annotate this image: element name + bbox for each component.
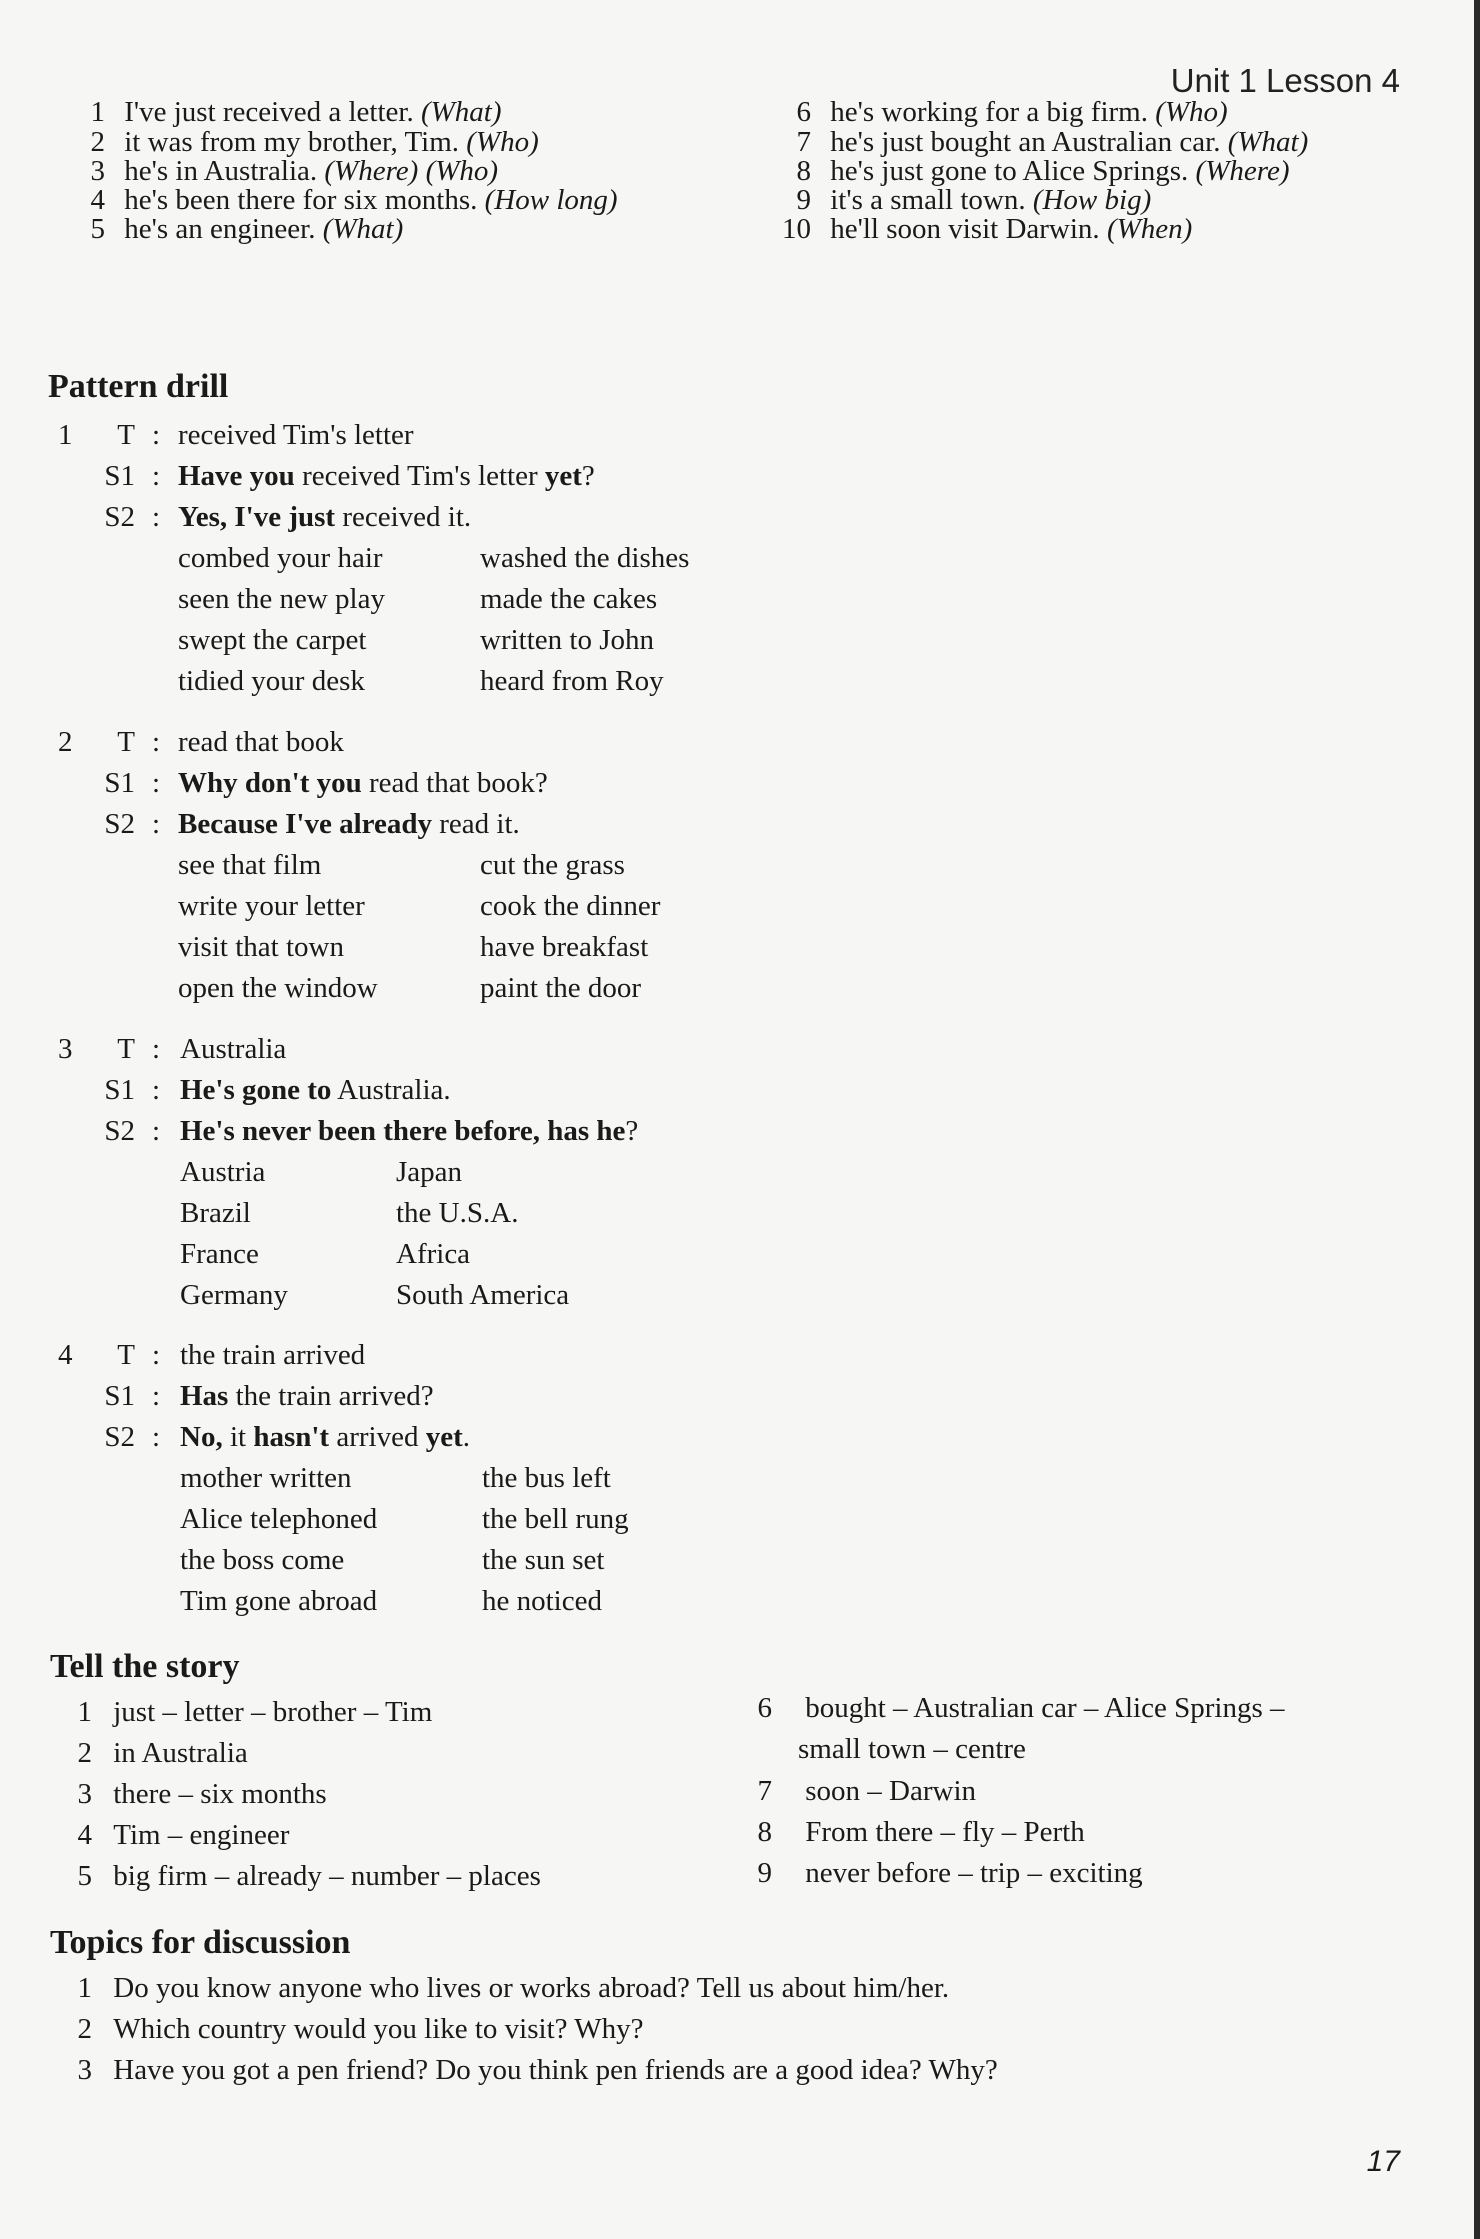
colon: :: [151, 1033, 161, 1065]
substitution-item: South America: [396, 1279, 570, 1311]
bold-part: He's never been there before, has he: [180, 1115, 626, 1147]
plain-part: arrived: [329, 1421, 426, 1453]
label-t: T: [117, 1033, 135, 1065]
substitution-item: cook the dinner: [480, 890, 661, 922]
plain-part: ?: [625, 1115, 639, 1147]
student2-line: [178, 501, 471, 534]
question-cue: (When): [1106, 213, 1193, 245]
question-text: he's just bought an Australian car.: [830, 126, 1228, 158]
story-text: just – letter – brother – Tim: [113, 1696, 433, 1728]
substitution-item: written to John: [480, 624, 654, 656]
question-cue: (What): [420, 96, 502, 128]
story-number: 7: [757, 1775, 772, 1807]
label-t: T: [117, 419, 135, 451]
question-number: 9: [796, 184, 811, 216]
bold-part: Because I've already: [178, 808, 432, 840]
question-number: 7: [796, 126, 811, 158]
substitution-item: he noticed: [482, 1585, 602, 1617]
substitution-item: write your letter: [178, 890, 365, 922]
bold-part: No,: [180, 1421, 223, 1453]
student2-line: [178, 808, 520, 841]
substitution-item: Tim gone abroad: [180, 1585, 378, 1617]
story-number: 5: [77, 1860, 92, 1892]
substitution-item: the bell rung: [482, 1503, 629, 1535]
substitution-item: heard from Roy: [480, 665, 664, 697]
story-item: [730, 1775, 976, 1808]
label-s1: S1: [104, 460, 135, 492]
substitution-item: combed your hair: [178, 542, 383, 574]
substitution-item: washed the dishes: [480, 542, 690, 574]
substitution-item: Alice telephoned: [180, 1503, 378, 1535]
question-text: he's been there for six months.: [124, 184, 485, 216]
question-cue: (What): [1227, 126, 1309, 158]
label-t: T: [117, 1339, 135, 1371]
question-number: 5: [90, 213, 105, 245]
question-number: 6: [796, 96, 811, 128]
story-item: [730, 1692, 1285, 1725]
label-s2: S2: [104, 808, 135, 840]
bold-part: He's gone to: [180, 1074, 332, 1106]
substitution-item: swept the carpet: [178, 624, 367, 656]
substitution-item: cut the grass: [480, 849, 625, 881]
story-number: 8: [757, 1816, 772, 1848]
question-text: it was from my brother, Tim.: [124, 126, 467, 158]
question-text: it's a small town.: [830, 184, 1033, 216]
pattern-drill-title: Pattern drill: [48, 368, 229, 405]
substitution-item: open the window: [178, 972, 378, 1004]
teacher-prompt: received Tim's letter: [178, 419, 414, 451]
question-number: 8: [796, 155, 811, 187]
story-item: [50, 1860, 541, 1893]
substitution-item: France: [180, 1238, 259, 1270]
label-s1: S1: [104, 1380, 135, 1412]
question-text: I've just received a letter.: [124, 96, 421, 128]
question-number: 4: [90, 184, 105, 216]
substitution-item: paint the door: [480, 972, 642, 1004]
question-cue: (How long): [484, 184, 618, 216]
student1-line: [178, 767, 548, 800]
colon: :: [151, 460, 161, 492]
substitution-item: Africa: [396, 1238, 471, 1270]
label-s2: S2: [104, 1421, 135, 1453]
story-number: 1: [77, 1696, 92, 1728]
colon: :: [151, 1380, 161, 1412]
story-text: big firm – already – number – places: [113, 1860, 541, 1892]
plain-part: received Tim's letter: [294, 460, 545, 492]
topic-number: 3: [77, 2054, 92, 2086]
topic-number: 1: [77, 1972, 92, 2004]
question-cue: (Where): [1195, 155, 1290, 187]
teacher-prompt: read that book: [178, 726, 344, 758]
substitution-item: mother written: [180, 1462, 352, 1494]
topic-number: 2: [77, 2013, 92, 2045]
colon: :: [151, 1339, 161, 1371]
topic-text: Have you got a pen friend? Do you think pen friends are a good idea? Why?: [113, 2054, 998, 2086]
story-number: 4: [77, 1819, 92, 1851]
bold-part: Why don't you: [178, 767, 362, 799]
story-item: [50, 1737, 248, 1770]
story-item: [50, 1778, 327, 1811]
story-item: [50, 1696, 432, 1729]
substitution-item: Austria: [180, 1156, 266, 1188]
question-number: 2: [90, 126, 105, 158]
question-cue: (Where) (Who): [324, 155, 499, 187]
bold-part: Yes, I've just: [178, 501, 336, 533]
page-edge: [1474, 0, 1480, 2239]
student1-line: [180, 1074, 451, 1107]
plain-part: read it.: [432, 808, 520, 840]
story-text: bought – Australian car – Alice Springs –: [805, 1692, 1285, 1724]
story-text: From there – fly – Perth: [805, 1816, 1085, 1848]
substitution-item: tidied your desk: [178, 665, 365, 697]
question-cue: (Who): [1155, 96, 1228, 128]
student1-line: [180, 1380, 434, 1413]
substitution-item: the U.S.A.: [396, 1197, 519, 1229]
story-text: there – six months: [113, 1778, 327, 1810]
question-cue: (What): [322, 213, 404, 245]
story-item: [730, 1816, 1085, 1849]
story-text: Tim – engineer: [113, 1819, 290, 1851]
question-text: he's just gone to Alice Springs.: [830, 155, 1196, 187]
student2-line: [180, 1421, 470, 1454]
teacher-prompt: the train arrived: [180, 1339, 366, 1371]
colon: :: [151, 501, 161, 533]
bold-part: hasn't: [253, 1421, 330, 1453]
page-number: 17: [1366, 2145, 1400, 2178]
question-text: he's working for a big firm.: [830, 96, 1156, 128]
story-text: in Australia: [113, 1737, 248, 1769]
drill-number: 2: [58, 726, 73, 758]
substitution-item: the bus left: [482, 1462, 611, 1494]
story-item: [50, 1819, 289, 1852]
bold-part: yet: [425, 1421, 463, 1453]
label-s2: S2: [104, 1115, 135, 1147]
topics-title: Topics for discussion: [50, 1924, 351, 1961]
substitution-item: Brazil: [180, 1197, 251, 1229]
question-item: [771, 96, 1228, 129]
colon: :: [151, 1421, 161, 1453]
topic-item: [50, 1972, 949, 2005]
student1-line: [178, 460, 595, 493]
question-item: [65, 213, 403, 246]
substitution-item: the sun set: [482, 1544, 605, 1576]
colon: :: [151, 767, 161, 799]
colon: :: [151, 1074, 161, 1106]
colon: :: [151, 419, 161, 451]
substitution-item: Germany: [180, 1279, 288, 1311]
substitution-item: the boss come: [180, 1544, 345, 1576]
topic-text: Do you know anyone who lives or works abroad? Tell us about him/her.: [113, 1972, 950, 2004]
substitution-item: Japan: [396, 1156, 463, 1188]
story-item: [730, 1857, 1143, 1890]
question-number: 10: [782, 213, 811, 245]
story-number: 3: [77, 1778, 92, 1810]
teacher-prompt: Australia: [180, 1033, 287, 1065]
plain-part: read that book?: [361, 767, 548, 799]
question-text: he's an engineer.: [124, 213, 323, 245]
plain-part: the train arrived?: [228, 1380, 434, 1412]
drill-number: 1: [58, 419, 73, 451]
story-item-continuation: small town – centre: [798, 1733, 1026, 1765]
substitution-item: visit that town: [178, 931, 344, 963]
question-cue: (Who): [466, 126, 539, 158]
story-number: 6: [757, 1692, 772, 1724]
question-cue: (How big): [1032, 184, 1152, 216]
substitution-item: seen the new play: [178, 583, 385, 615]
unit-lesson-header: Unit 1 Lesson 4: [1170, 62, 1400, 99]
question-number: 3: [90, 155, 105, 187]
question-number: 1: [90, 96, 105, 128]
question-text: he's in Australia.: [124, 155, 325, 187]
story-text: soon – Darwin: [805, 1775, 977, 1807]
topic-text: Which country would you like to visit? Why?: [113, 2013, 644, 2045]
colon: :: [151, 1115, 161, 1147]
substitution-item: made the cakes: [480, 583, 658, 615]
plain-part: Australia.: [331, 1074, 451, 1106]
question-text: he'll soon visit Darwin.: [830, 213, 1107, 245]
label-s1: S1: [104, 767, 135, 799]
label-t: T: [117, 726, 135, 758]
bold-part: Has: [180, 1380, 229, 1412]
bold-part: yet: [544, 460, 582, 492]
drill-number: 4: [58, 1339, 73, 1371]
substitution-item: have breakfast: [480, 931, 649, 963]
topic-item: [50, 2013, 643, 2046]
topic-item: [50, 2054, 998, 2087]
question-item: [771, 213, 1192, 246]
tell-story-title: Tell the story: [50, 1648, 240, 1685]
label-s2: S2: [104, 501, 135, 533]
story-number: 2: [77, 1737, 92, 1769]
colon: :: [151, 808, 161, 840]
substitution-item: see that film: [178, 849, 322, 881]
drill-number: 3: [58, 1033, 73, 1065]
story-number: 9: [757, 1857, 772, 1889]
story-text: never before – trip – exciting: [805, 1857, 1143, 1889]
plain-part: ?: [581, 460, 595, 492]
plain-part: .: [462, 1421, 470, 1453]
question-item: [65, 96, 501, 129]
bold-part: Have you: [178, 460, 295, 492]
student2-line: [180, 1115, 638, 1148]
label-s1: S1: [104, 1074, 135, 1106]
plain-part: it: [222, 1421, 254, 1453]
colon: :: [151, 726, 161, 758]
plain-part: received it.: [335, 501, 472, 533]
